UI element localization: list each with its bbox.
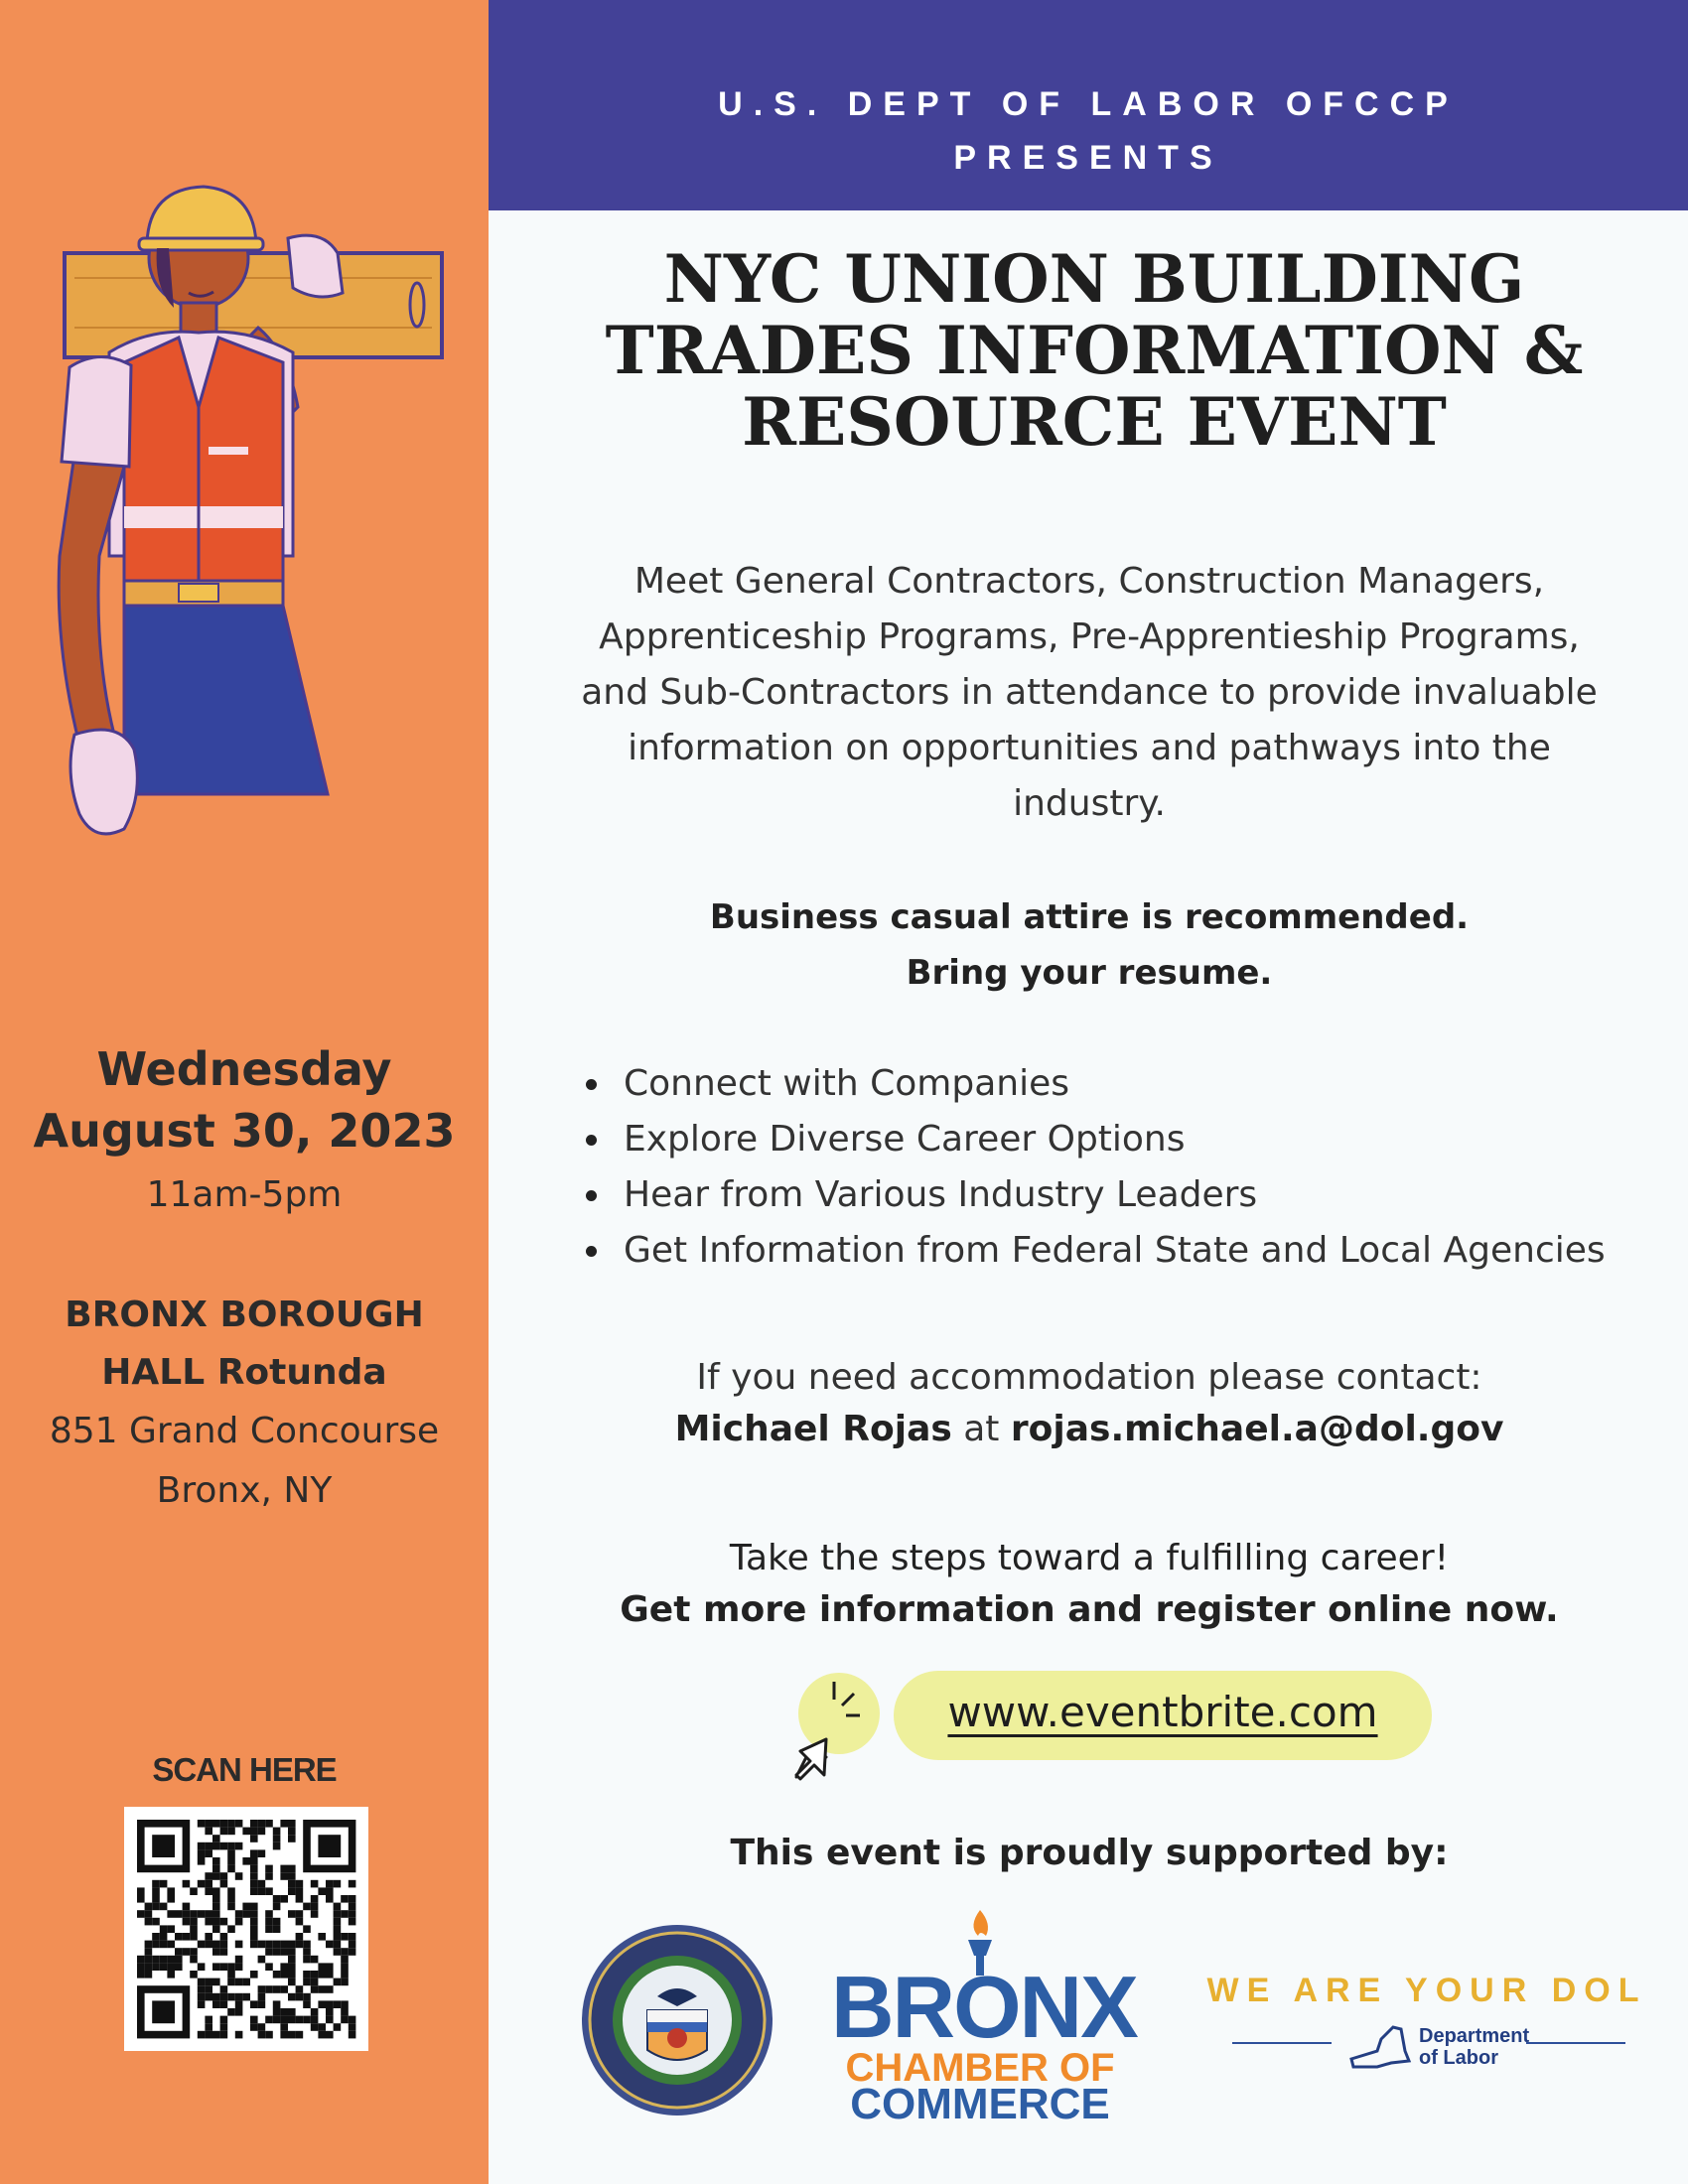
event-time: 11am-5pm (146, 1174, 343, 1215)
event-date: August 30, 2023 (33, 1104, 456, 1158)
register-link[interactable]: www.eventbrite.com (947, 1688, 1378, 1736)
divider (1526, 2042, 1625, 2044)
dol-dept-line2: of Labor (1419, 2047, 1498, 2069)
new-york-state-icon (1347, 2021, 1413, 2071)
header-banner (489, 0, 1688, 210)
bronx-wordmark: BRONX (831, 1958, 1137, 2056)
dol-department-name (1419, 2025, 1529, 2069)
cta-register-line: Get more information and register online now. (620, 1589, 1559, 1630)
scan-label: SCAN HERE (152, 1751, 337, 1788)
banner-presents: PRESENTS (953, 139, 1223, 177)
supported-by-heading: This event is proudly supported by: (730, 1833, 1449, 1873)
commerce-wordmark: COMMERCE (850, 2080, 1110, 2128)
intro-line: and Sub-Contractors in attendance to provide invaluable (581, 672, 1598, 713)
banner-presenter: U.S. DEPT OF LABOR OFCCP (718, 85, 1459, 123)
venue-name-line1: BRONX BOROUGH (65, 1295, 424, 1335)
list-item: Connect with Companies (578, 1056, 1650, 1112)
cursor-click-icon (767, 1678, 876, 1787)
intro-line: information on opportunities and pathways into the (628, 728, 1551, 768)
cta-line: Take the steps toward a fulfilling career! (729, 1538, 1450, 1578)
intro-line: industry. (1013, 783, 1166, 824)
bronx-borough-president-seal (578, 1921, 776, 2119)
accommodation-contact (548, 1352, 1630, 1455)
contact-email-link[interactable]: rojas.michael.a@dol.gov (1010, 1409, 1504, 1449)
dol-dept-line1: Department (1419, 2025, 1530, 2047)
attire-note (548, 889, 1630, 1001)
construction-worker-illustration (40, 179, 457, 874)
venue-address-line1: 851 Grand Concourse (49, 1411, 440, 1451)
qr-code[interactable] (124, 1807, 368, 2051)
event-title-line1: NYC UNION BUILDING (663, 240, 1525, 318)
chamber-wordmark: CHAMBER OF (845, 2046, 1115, 2090)
sidebar-panel (0, 0, 489, 2184)
main-content (489, 0, 1688, 2184)
attire-line: Business casual attire is recommended. (709, 897, 1470, 937)
divider (1232, 2042, 1332, 2044)
list-item: Hear from Various Industry Leaders (578, 1167, 1650, 1223)
call-to-action (548, 1533, 1630, 1636)
venue-address-line2: Bronx, NY (156, 1470, 333, 1511)
bronx-chamber-logo (831, 1906, 1137, 2128)
register-link-pill[interactable] (894, 1671, 1432, 1760)
venue-name-line2: HALL Rotunda (101, 1352, 387, 1393)
event-title-line3: RESOURCE EVENT (742, 383, 1447, 461)
list-item: Explore Diverse Career Options (578, 1112, 1650, 1167)
intro-paragraph (548, 554, 1630, 832)
event-title-line2: TRADES INFORMATION & (605, 312, 1584, 389)
resume-line: Bring your resume. (906, 953, 1273, 993)
contact-at: at (963, 1409, 1000, 1449)
intro-line: Meet General Contractors, Construction Managers, (633, 561, 1545, 602)
event-datetime (0, 1038, 489, 1225)
benefits-list (578, 1056, 1650, 1279)
event-title (528, 240, 1660, 461)
accommodation-line: If you need accommodation please contact: (696, 1357, 1482, 1398)
contact-name: Michael Rojas (674, 1409, 952, 1449)
intro-line: Apprenticeship Programs, Pre-Apprentieship Programs, (599, 616, 1580, 657)
event-venue (0, 1287, 489, 1521)
list-item: Get Information from Federal State and Local Agencies (578, 1223, 1650, 1279)
event-day: Wednesday (96, 1042, 392, 1096)
nys-dol-logo (1198, 1954, 1655, 2093)
dol-tagline: WE ARE YOUR DOL (1206, 1972, 1647, 2009)
